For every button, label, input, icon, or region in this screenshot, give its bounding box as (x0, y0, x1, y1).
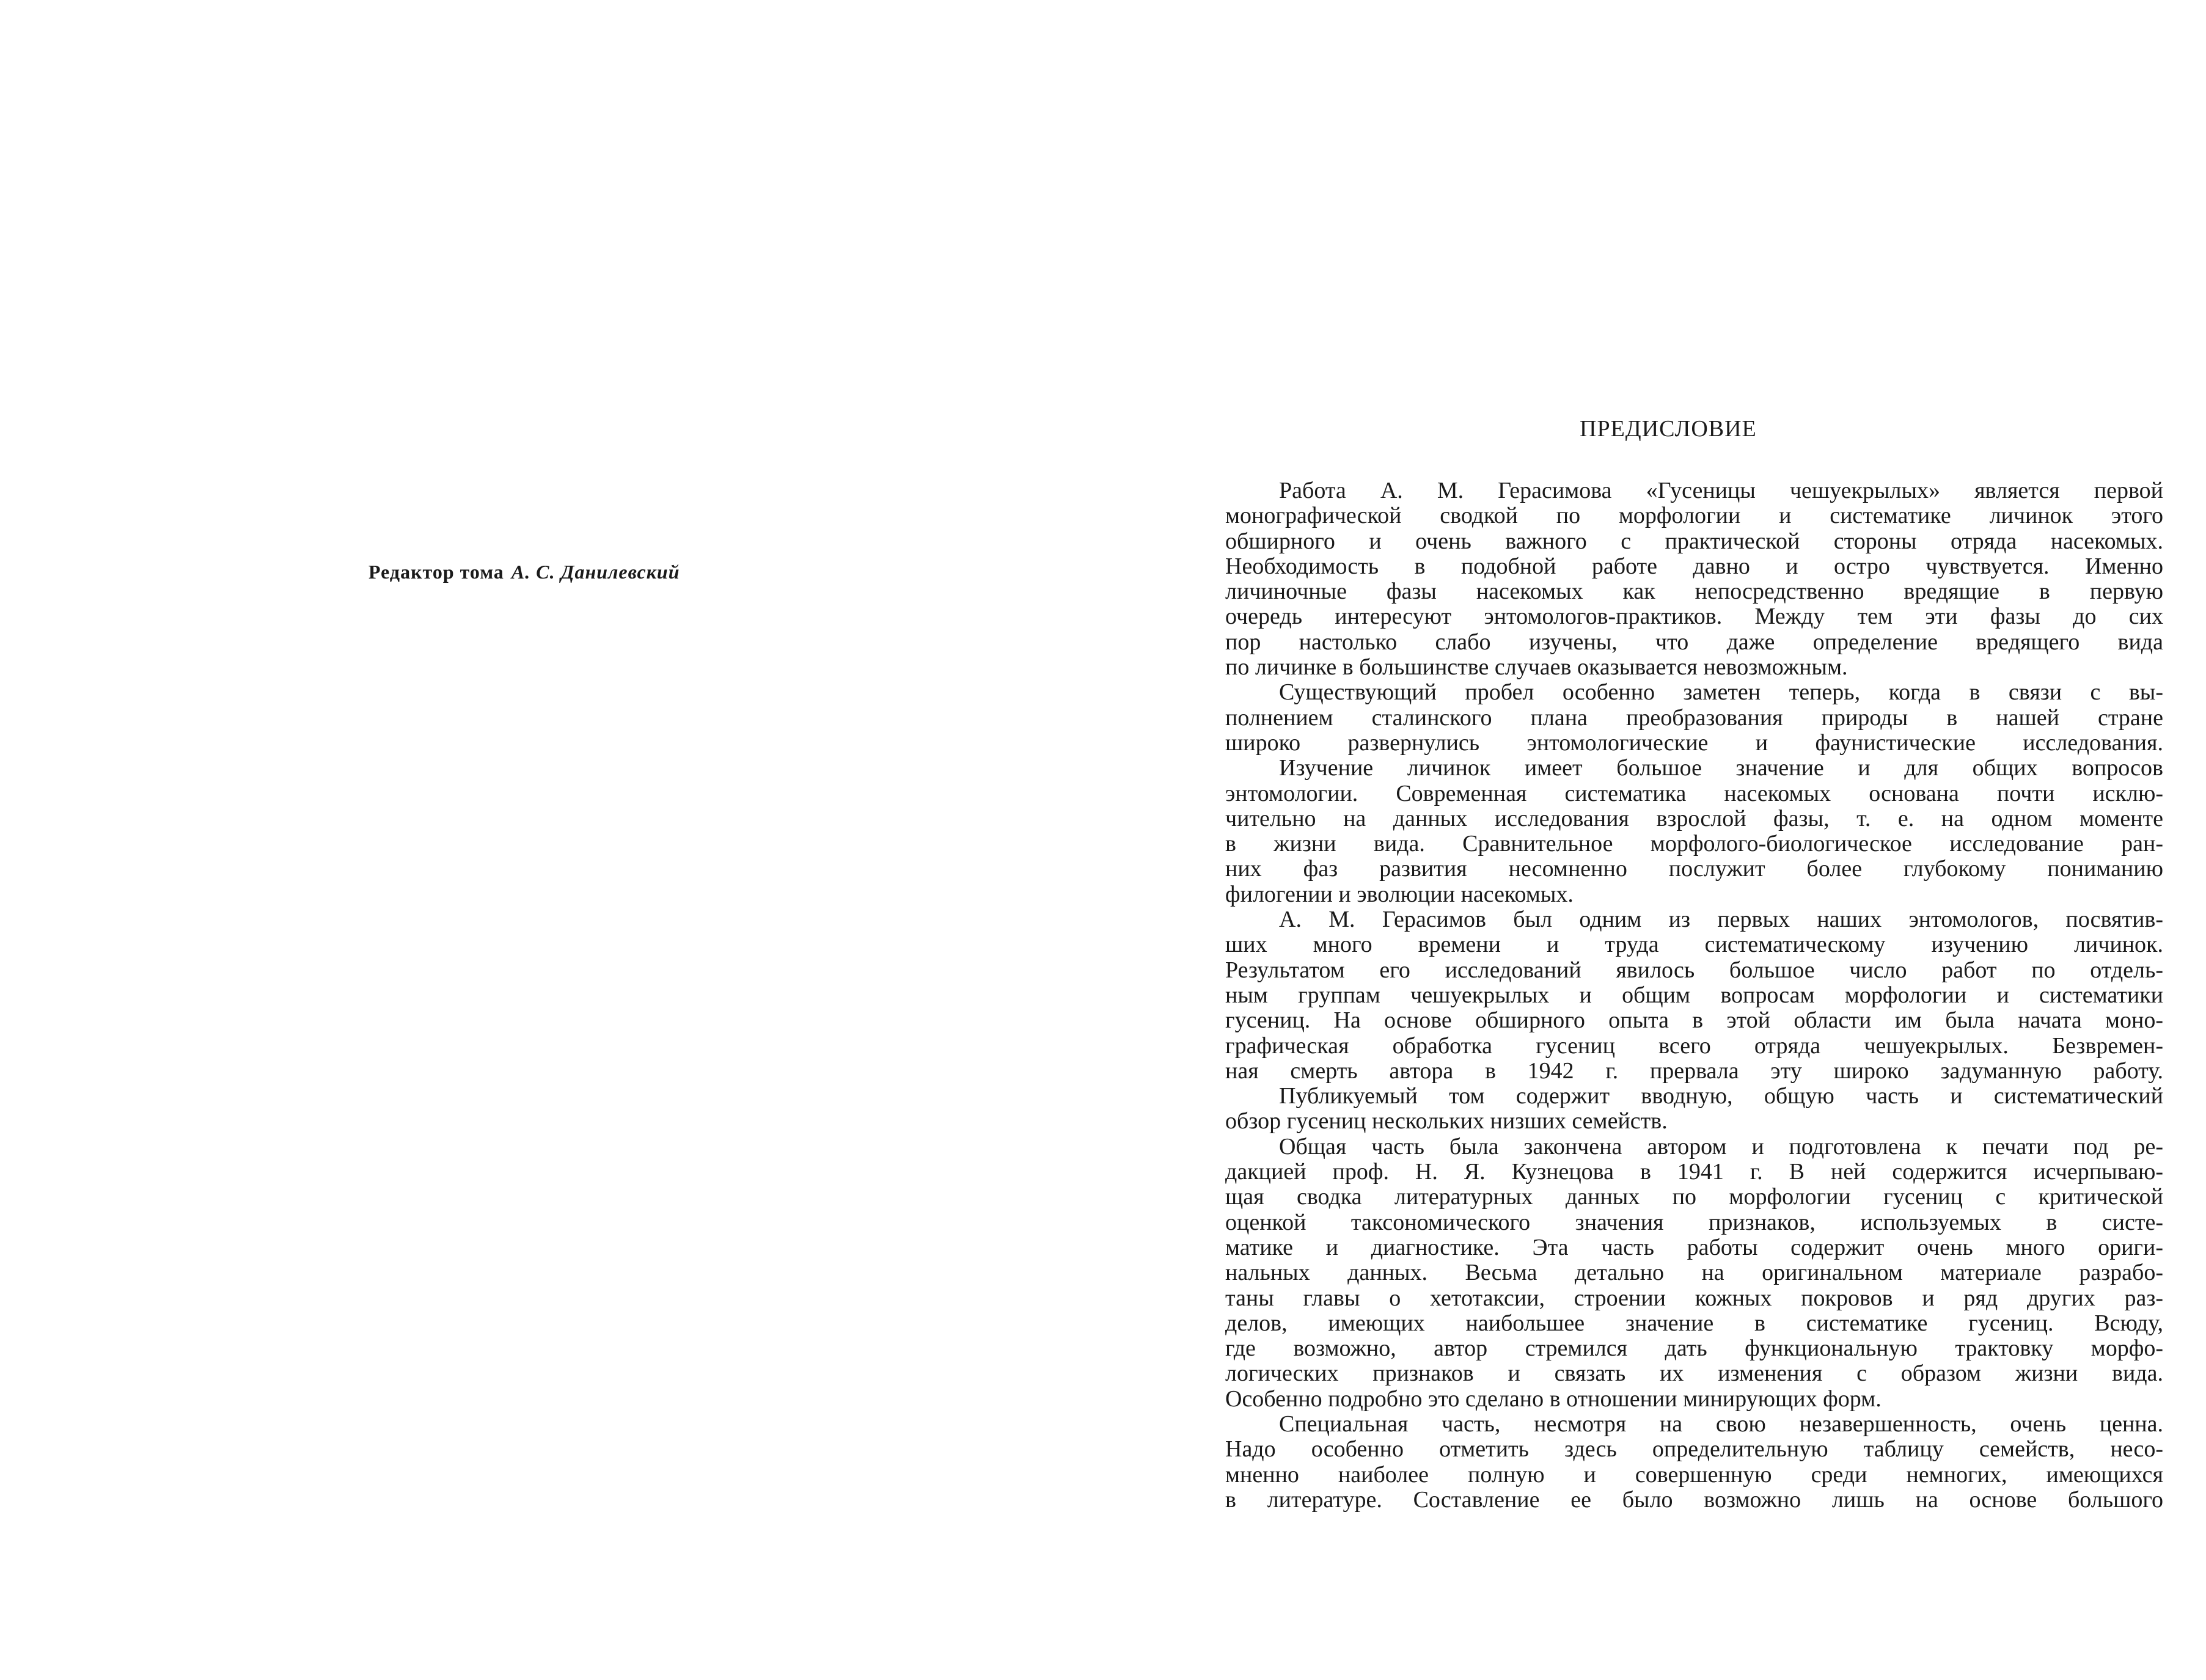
text-line: широко развернулись энтомологические и фаунистические исследования. (1225, 730, 2163, 756)
text-line: ным группам чешуекрылых и общим вопросам морфологии и систематики (1225, 982, 2163, 1008)
text-line: А. М. Герасимов был одним из первых наших энтомологов, посвятив- (1279, 907, 2163, 933)
text-line: ная смерть автора в 1942 г. прервала эту широко задуманную работу. (1225, 1058, 2163, 1084)
text-line: Специальная часть, несмотря на свою незавершенность, очень ценна. (1279, 1411, 2163, 1437)
text-line: очередь интересуют энтомологов-практиков. Между тем эти фазы до сих (1225, 604, 2163, 630)
text-line: в жизни вида. Сравнительное морфолого-биологическое исследование ран- (1225, 831, 2163, 857)
text-line: матике и диагностике. Эта часть работы содержит очень много ориги- (1225, 1235, 2163, 1260)
text-line: нальных данных. Весьма детально на оригинальном материале разрабо- (1225, 1260, 2163, 1286)
text-line: ших много времени и труда систематическому изучению личинок. (1225, 932, 2163, 958)
editor-name: А. С. Данилевский (511, 561, 680, 583)
text-line: обширного и очень важного с практической стороны отряда насекомых. (1225, 528, 2163, 554)
section-title: ПРЕДИСЛОВИЕ (1580, 416, 1757, 442)
editor-credit (368, 561, 680, 583)
text-line: мненно наиболее полную и совершенную среди немногих, имеющихся (1225, 1462, 2163, 1488)
text-line: Существующий пробел особенно заметен теперь, когда в связи с вы- (1279, 680, 2163, 706)
text-line: Надо особенно отметить здесь определительную таблицу семейств, несо- (1225, 1437, 2163, 1463)
text-line: полнением сталинского плана преобразования природы в нашей стране (1225, 705, 2163, 731)
text-line: обзор гусениц нескольких низших семейств. (1225, 1109, 1668, 1134)
text-line: Необходимость в подобной работе давно и остро чувствуется. Именно (1225, 553, 2163, 579)
text-line: чительно на данных исследования взрослой фазы, т. е. на одном моменте (1225, 806, 2163, 831)
text-line: таны главы о хетотаксии, строении кожных покровов и ряд других раз- (1225, 1285, 2163, 1311)
text-line: где возможно, автор стремился дать функциональную трактовку морфо- (1225, 1336, 2163, 1362)
preface-body (1225, 478, 2163, 1513)
text-line: дакцией проф. Н. Я. Кузнецова в 1941 г. В ней содержится исчерпываю- (1225, 1160, 2163, 1185)
text-line: логических признаков и связать их изменения с образом жизни вида. (1225, 1361, 2163, 1387)
text-line: личиночные фазы насекомых как непосредственно вредящие в первую (1225, 579, 2163, 605)
text-line: в литературе. Составление ее было возможно лишь на основе большого (1225, 1487, 2163, 1513)
text-line: графическая обработка гусениц всего отряда чешуекрылых. Безвремен- (1225, 1033, 2163, 1059)
text-line: щая сводка литературных данных по морфологии гусениц с критической (1225, 1185, 2163, 1210)
text-line: Общая часть была закончена автором и подготовлена к печати под ре- (1279, 1134, 2163, 1160)
text-line: гусениц. На основе обширного опыта в этой области им была начата моно- (1225, 1008, 2163, 1034)
text-line: Изучение личинок имеет большое значение и для общих вопросов (1279, 756, 2163, 781)
text-line: по личинке в большинстве случаев оказывается невозможным. (1225, 655, 1848, 681)
text-line: оценкой таксономического значения признаков, используемых в систе- (1225, 1210, 2163, 1235)
text-line: энтомологии. Современная систематика насекомых основана почти исклю- (1225, 781, 2163, 806)
text-line: Работа А. М. Герасимова «Гусеницы чешуекрылых» является первой (1279, 478, 2163, 503)
text-line: них фаз развития несомненно послужит более глубокому пониманию (1225, 856, 2163, 882)
text-line: Результатом его исследований явилось большое число работ по отдель- (1225, 957, 2163, 983)
text-line: филогении и эволюции насекомых. (1225, 882, 1574, 907)
text-line: монографической сводкой по морфологии и систематике личинок этого (1225, 503, 2163, 529)
editor-label: Редактор тома (368, 561, 504, 583)
text-line: делов, имеющих наибольшее значение в систематике гусениц. Всюду, (1225, 1310, 2163, 1336)
text-line: Публикуемый том содержит вводную, общую часть и систематический (1279, 1084, 2163, 1109)
text-line: Особенно подробно это сделано в отношении минирующих форм. (1225, 1386, 1882, 1412)
text-line: пор настолько слабо изучены, что даже определение вредящего вида (1225, 629, 2163, 655)
